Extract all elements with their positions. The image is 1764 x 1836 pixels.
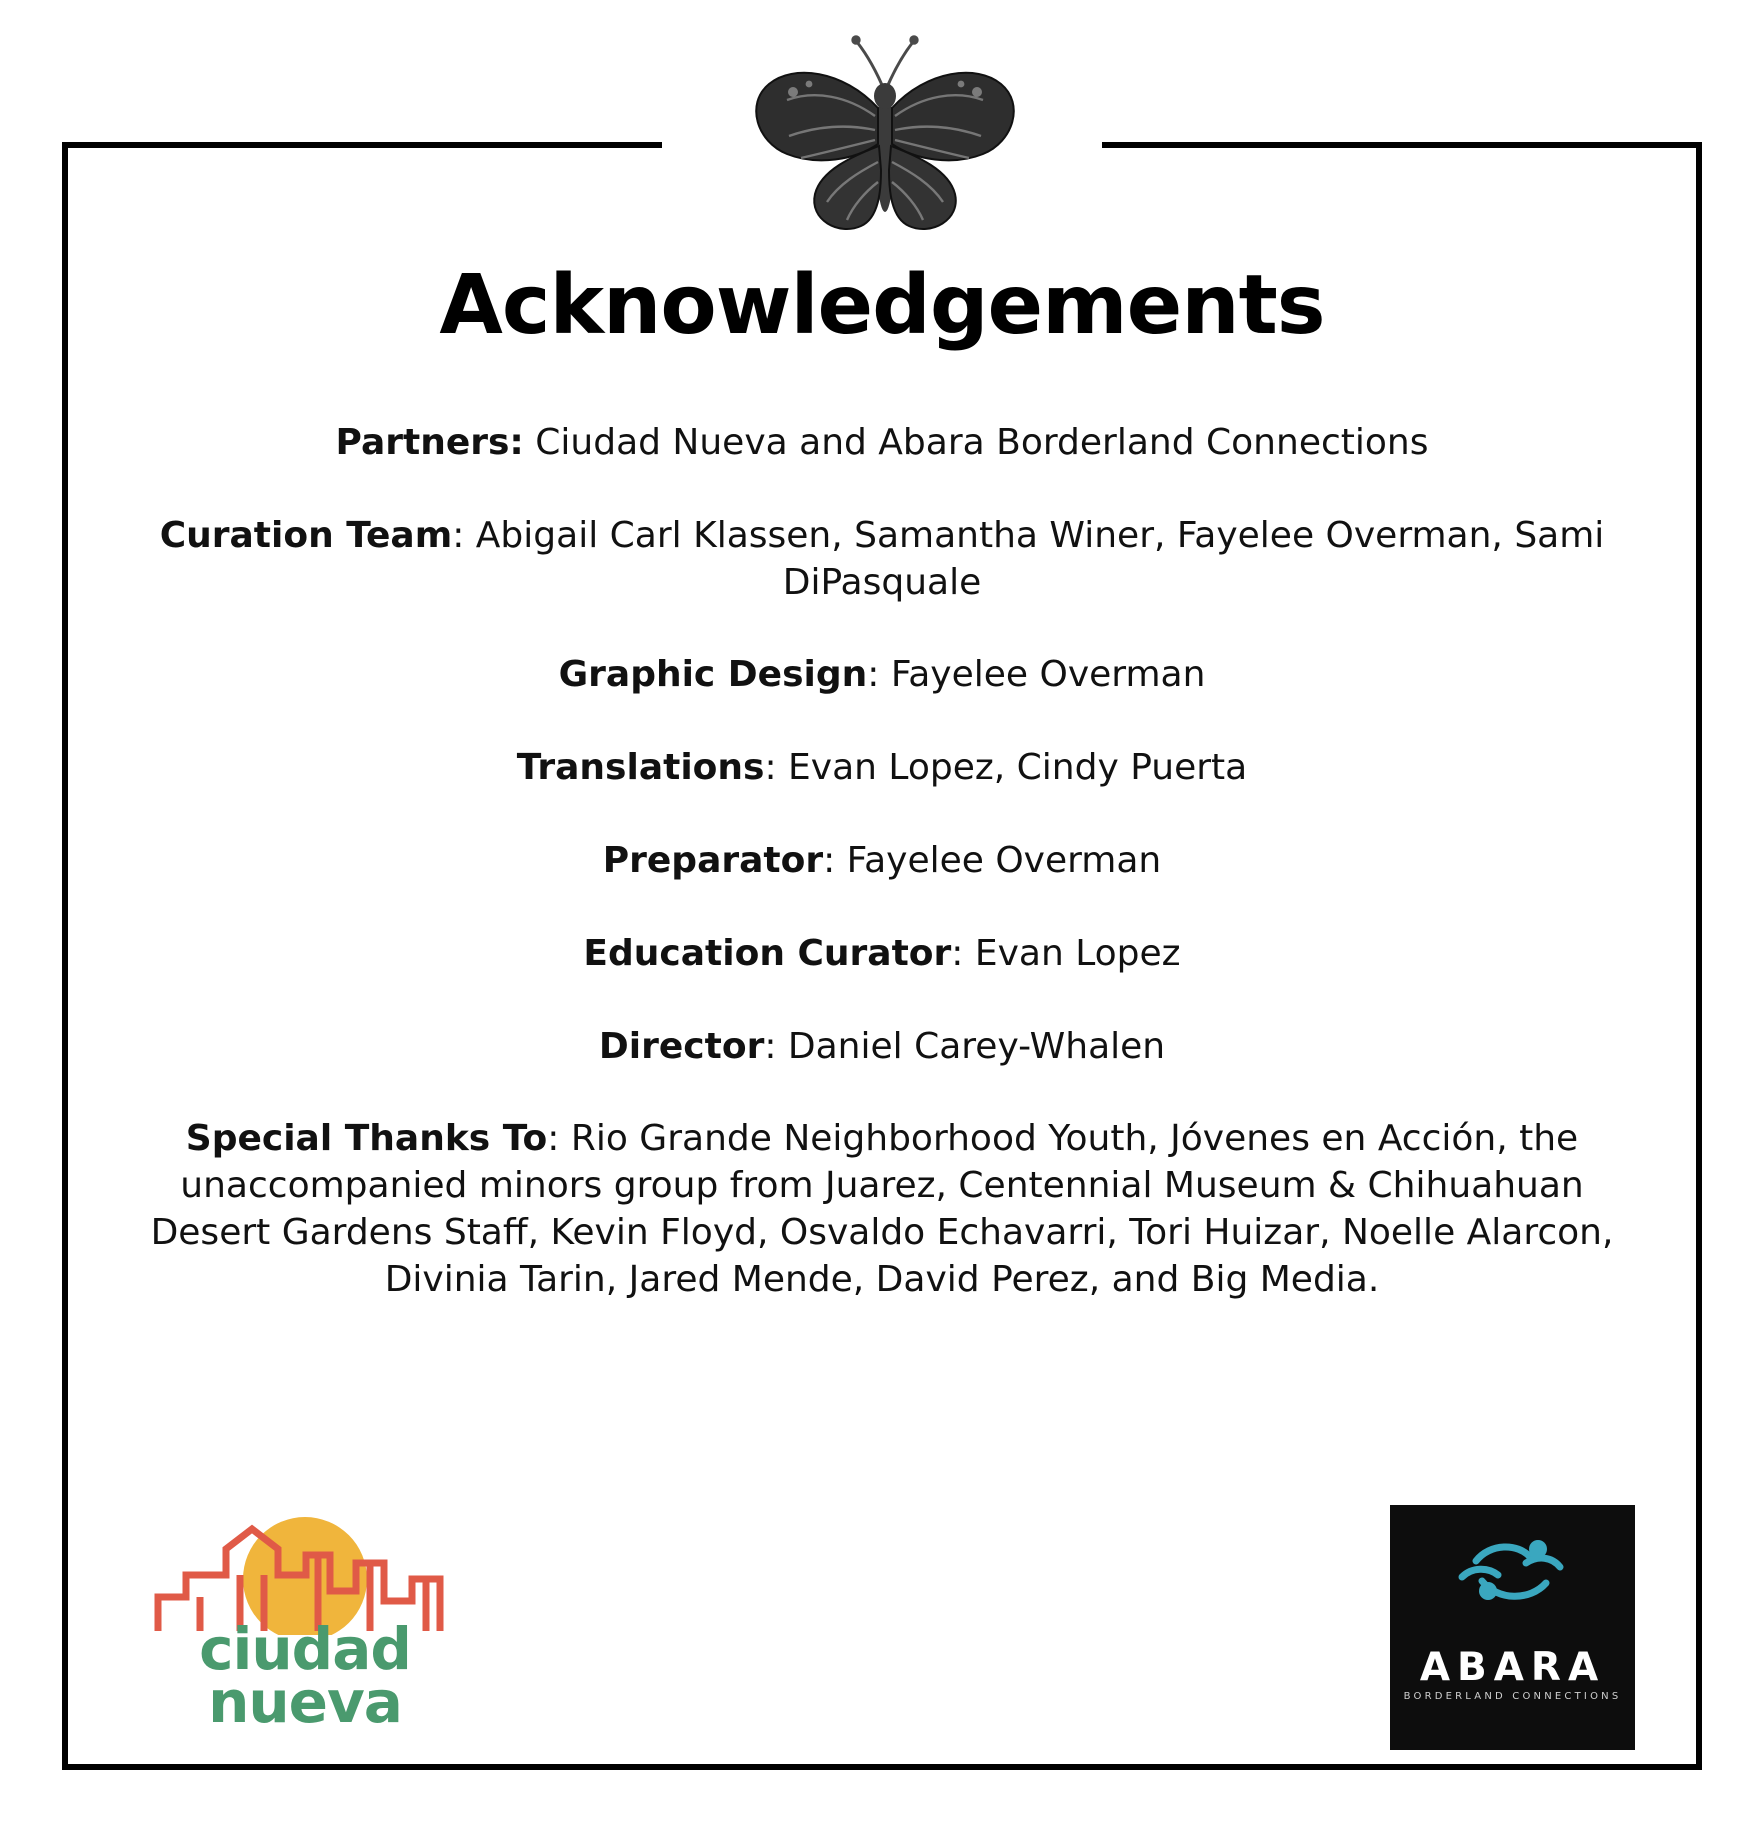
credits-list (120, 420, 1644, 1304)
credit-role-graphic-design: Graphic Design (558, 654, 868, 696)
credit-value-translations: : Evan Lopez, Cindy Puerta (764, 747, 1248, 789)
credit-line-preparator (120, 838, 1644, 885)
credit-value-partners: Ciudad Nueva and Abara Borderland Connections (523, 422, 1429, 463)
credit-role-curation-team: Curation Team (159, 514, 453, 556)
credit-line-special-thanks (120, 1116, 1644, 1303)
ciudad-nueva-word-line2: nueva (208, 1668, 402, 1737)
credit-line-director (120, 1024, 1644, 1071)
ciudad-nueva-word-line1: ciudad (199, 1615, 411, 1683)
abara-tagline: BORDERLAND CONNECTIONS (1403, 1691, 1622, 1702)
ciudad-nueva-wordmark (140, 1615, 470, 1737)
frame-top-left-segment (62, 142, 662, 148)
butterfly-icon (735, 30, 1035, 245)
abara-logo (1390, 1505, 1635, 1750)
credit-line-translations (120, 745, 1644, 792)
frame-bottom-segment (62, 1764, 1702, 1770)
credit-role-partners: Partners: (335, 422, 524, 463)
credit-line-graphic-design (120, 652, 1644, 699)
credit-role-education-curator: Education Curator (583, 932, 952, 974)
credit-role-translations: Translations (516, 747, 765, 789)
credit-line-education-curator (120, 931, 1644, 978)
abara-wave-icon (1390, 1505, 1635, 1635)
frame-right-segment (1696, 142, 1702, 1770)
page-title: Acknowledgements (439, 258, 1325, 353)
credit-value-special-thanks: : Rio Grande Neighborhood Youth, Jóvenes en Acción, the unaccompanied minors group from Juarez, Centennial Museum & Chihuahuan Desert Gardens Staff, Kevin Floyd, Osvaldo Echavarri, Tori Huizar, Noelle Alarcon, Divinia Tarin, Jared Mende, David Perez, and Big Media. (150, 1118, 1614, 1300)
abara-wordmark: ABARA (1419, 1645, 1606, 1690)
credit-value-education-curator: : Evan Lopez (951, 932, 1181, 974)
frame-top-right-segment (1102, 142, 1702, 148)
ciudad-nueva-logo (140, 1505, 470, 1740)
credit-role-special-thanks: Special Thanks To (185, 1118, 548, 1160)
credit-value-curation-team: : Abigail Carl Klassen, Samantha Winer, Fayelee Overman, Sami DiPasquale (452, 514, 1605, 603)
credit-value-director: : Daniel Carey-Whalen (764, 1025, 1166, 1067)
credit-role-preparator: Preparator (602, 839, 824, 881)
frame-left-segment (62, 142, 68, 1770)
credit-line-curation-team (120, 513, 1644, 607)
credit-role-director: Director (598, 1025, 765, 1067)
credit-line-partners (120, 420, 1644, 467)
credit-value-preparator: : Fayelee Overman (823, 839, 1162, 881)
credit-value-graphic-design: : Fayelee Overman (867, 654, 1206, 696)
